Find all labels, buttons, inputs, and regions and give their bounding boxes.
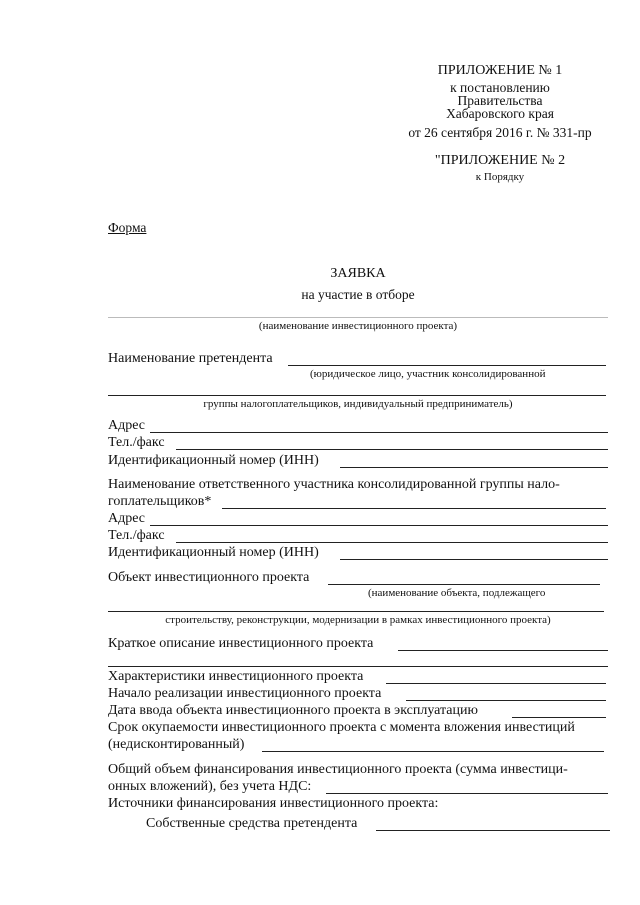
inn-label: Идентификационный номер (ИНН) bbox=[108, 453, 319, 468]
project-name-hint: (наименование инвестиционного проекта) bbox=[258, 320, 458, 332]
appendix-2-heading: "ПРИЛОЖЕНИЕ № 2 bbox=[434, 153, 566, 168]
applicant-hint-2: группы налогоплательщиков, индивидуальный предприниматель) bbox=[203, 398, 513, 410]
address-2-label: Адрес bbox=[108, 511, 146, 526]
inn-line[interactable] bbox=[340, 467, 608, 468]
short-description-line-2[interactable] bbox=[108, 666, 608, 667]
object-hint-2: строительству, реконструкции, модернизации в рамках инвестиционного проекта) bbox=[165, 614, 551, 626]
phone-fax-2-label: Тел./факс bbox=[108, 528, 165, 543]
responsible-line[interactable] bbox=[222, 508, 606, 509]
address-label: Адрес bbox=[108, 418, 146, 433]
appendix-1-heading: ПРИЛОЖЕНИЕ № 1 bbox=[437, 63, 563, 78]
applicant-name-line-2[interactable] bbox=[108, 395, 606, 396]
phone-fax-label: Тел./факс bbox=[108, 435, 165, 450]
address-2-line[interactable] bbox=[150, 525, 608, 526]
payback-label-2: (недисконтированный) bbox=[108, 737, 245, 752]
sources-label: Источники финансирования инвестиционного проекта: bbox=[108, 796, 439, 811]
commissioning-line[interactable] bbox=[512, 717, 606, 718]
commissioning-label: Дата ввода объекта инвестиционного проекта в эксплуатацию bbox=[108, 703, 478, 718]
phone-fax-2-line[interactable] bbox=[176, 542, 608, 543]
object-label: Объект инвестиционного проекта bbox=[108, 570, 310, 585]
responsible-label-1: Наименование ответственного участника консолидированной группы нало- bbox=[108, 477, 560, 492]
inn-2-line[interactable] bbox=[340, 559, 608, 560]
form-label: Форма bbox=[108, 220, 147, 235]
date-number-text: от 26 сентября 2016 г. № 331-пр bbox=[408, 125, 592, 140]
characteristics-label: Характеристики инвестиционного проекта bbox=[108, 669, 364, 684]
object-line-2[interactable] bbox=[108, 611, 604, 612]
responsible-label-2: гоплательщиков* bbox=[108, 494, 212, 509]
document-subtitle: на участие в отборе bbox=[301, 287, 415, 302]
start-label: Начало реализации инвестиционного проекта bbox=[108, 686, 382, 701]
payback-line[interactable] bbox=[262, 751, 604, 752]
to-order-text: к Порядку bbox=[475, 171, 525, 183]
address-line[interactable] bbox=[150, 432, 608, 433]
applicant-hint-1: (юридическое лицо, участник консолидированной bbox=[310, 368, 546, 380]
inn-2-label: Идентификационный номер (ИНН) bbox=[108, 545, 319, 560]
project-name-line[interactable] bbox=[108, 317, 608, 318]
total-label-1: Общий объем финансирования инвестиционного проекта (сумма инвестици- bbox=[108, 762, 568, 777]
total-line[interactable] bbox=[326, 793, 608, 794]
applicant-name-line[interactable] bbox=[288, 365, 606, 366]
own-funds-line[interactable] bbox=[376, 830, 610, 831]
short-description-label: Краткое описание инвестиционного проекта bbox=[108, 636, 374, 651]
object-line[interactable] bbox=[328, 584, 600, 585]
start-line[interactable] bbox=[406, 700, 606, 701]
own-funds-label: Собственные средства претендента bbox=[146, 816, 358, 831]
characteristics-line[interactable] bbox=[386, 683, 606, 684]
to-resolution-text: к постановлению bbox=[450, 80, 550, 95]
object-hint-1: (наименование объекта, подлежащего bbox=[368, 587, 546, 599]
document-title: ЗАЯВКА bbox=[330, 266, 386, 281]
short-description-line[interactable] bbox=[398, 650, 608, 651]
government-text: Правительства bbox=[457, 93, 543, 108]
total-label-2: онных вложений), без учета НДС: bbox=[108, 779, 312, 794]
region-text: Хабаровского края bbox=[446, 106, 554, 121]
payback-label-1: Срок окупаемости инвестиционного проекта с момента вложения инвестиций bbox=[108, 720, 575, 735]
applicant-name-label: Наименование претендента bbox=[108, 351, 273, 366]
phone-fax-line[interactable] bbox=[176, 449, 608, 450]
